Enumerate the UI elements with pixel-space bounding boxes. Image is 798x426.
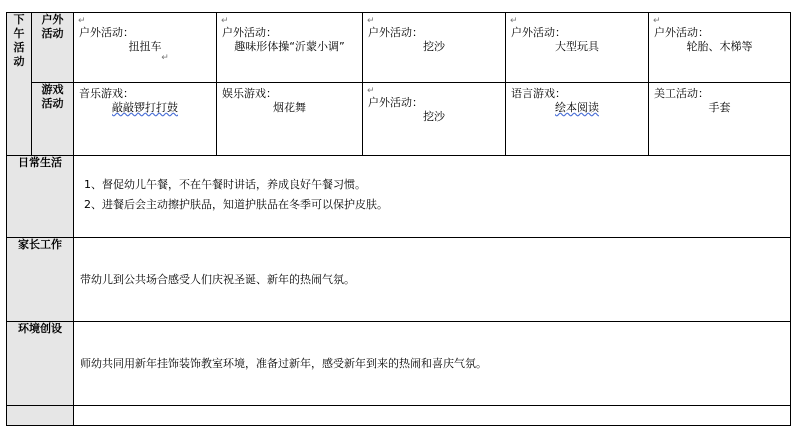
paragraph-mark-icon: ↵	[653, 16, 661, 26]
parent-work-content[interactable]	[74, 238, 791, 322]
afternoon-label-cell	[7, 13, 32, 156]
daily-life-label-cell	[7, 156, 74, 238]
outdoor-label: 户外活动	[41, 13, 64, 40]
outdoor-cell-2[interactable]	[217, 13, 363, 83]
environment-text: 师幼共同用新年挂饰装饰教室环境，准备过新年，感受新年到来的热闹和喜庆气氛。	[80, 356, 487, 370]
environment-label-cell	[7, 322, 74, 406]
paragraph-mark-icon: ↵	[221, 16, 229, 26]
outdoor-cell-1-title: 户外活动：	[79, 26, 134, 39]
daily-life-content[interactable]	[74, 156, 791, 238]
outdoor-cell-2-title: 户外活动：	[222, 26, 277, 39]
games-cell-1[interactable]	[74, 83, 217, 156]
games-cell-4[interactable]	[506, 83, 649, 156]
environment-content[interactable]	[74, 322, 791, 406]
outdoor-cell-4[interactable]	[506, 13, 649, 83]
parent-work-label: 家长工作	[18, 238, 62, 251]
outdoor-cell-5-title: 户外活动：	[654, 26, 709, 39]
next-row-partial	[7, 406, 791, 426]
outdoor-label-cell	[32, 13, 74, 83]
games-cell-3[interactable]	[363, 83, 506, 156]
outdoor-cell-4-body: 大型玩具	[555, 40, 599, 53]
daily-life-row	[7, 156, 791, 238]
games-cell-2-title: 娱乐游戏：	[222, 87, 277, 100]
next-row-label-cell	[7, 406, 74, 426]
parent-work-text: 带幼儿到公共场合感受人们庆祝圣诞、新年的热闹气氛。	[80, 272, 355, 286]
games-cell-4-title: 语言游戏：	[511, 87, 566, 100]
games-cell-5[interactable]	[649, 83, 791, 156]
games-cell-5-body: 手套	[708, 101, 731, 114]
parent-work-label-cell	[7, 238, 74, 322]
games-row	[7, 83, 791, 156]
games-label: 游戏活动	[41, 83, 64, 110]
outdoor-cell-5-body: 轮胎、木梯等	[686, 40, 753, 53]
outdoor-cell-3-body: 挖沙	[423, 40, 445, 53]
games-cell-5-title: 美工活动：	[654, 87, 709, 100]
paragraph-mark-icon: ↵	[367, 16, 375, 26]
paragraph-mark-icon: ↵	[510, 16, 518, 26]
paragraph-mark-icon: ↵	[161, 53, 169, 63]
outdoor-cell-1[interactable]	[74, 13, 217, 83]
weekly-plan-table	[6, 12, 791, 426]
games-label-cell	[32, 83, 74, 156]
games-cell-3-title: 户外活动：	[368, 96, 423, 109]
outdoor-cell-3-title: 户外活动：	[368, 26, 423, 39]
parent-work-row	[7, 238, 791, 322]
daily-life-item-1: 1、督促幼儿午餐，不在午餐时讲话，养成良好午餐习惯。	[84, 178, 366, 191]
games-cell-2[interactable]	[217, 83, 363, 156]
daily-life-item-2: 2、进餐后会主动擦护肤品，知道护肤品在冬季可以保护皮肤。	[84, 198, 388, 211]
outdoor-cell-1-body: 扭扭车	[128, 40, 162, 53]
environment-label: 环境创设	[18, 322, 62, 335]
paragraph-mark-icon: ↵	[78, 16, 86, 26]
outdoor-cell-3[interactable]	[363, 13, 506, 83]
outdoor-cell-2-body: 趣味形体操“沂蒙小调”	[234, 40, 345, 53]
games-cell-4-body: 绘本阅读	[555, 101, 599, 114]
outdoor-cell-5[interactable]	[649, 13, 791, 83]
afternoon-label: 下午活动	[13, 13, 25, 68]
games-cell-3-body: 挖沙	[423, 110, 445, 123]
outdoor-cell-4-title: 户外活动：	[511, 26, 566, 39]
outdoor-row	[7, 13, 791, 83]
next-row-content[interactable]	[74, 406, 791, 426]
games-cell-2-body: 烟花舞	[273, 101, 306, 114]
games-cell-1-title: 音乐游戏：	[79, 87, 134, 100]
daily-life-label: 日常生活	[18, 156, 62, 169]
games-cell-1-body: 敲敲锣打打鼓	[112, 101, 178, 114]
paragraph-mark-icon: ↵	[367, 86, 375, 96]
environment-row	[7, 322, 791, 406]
